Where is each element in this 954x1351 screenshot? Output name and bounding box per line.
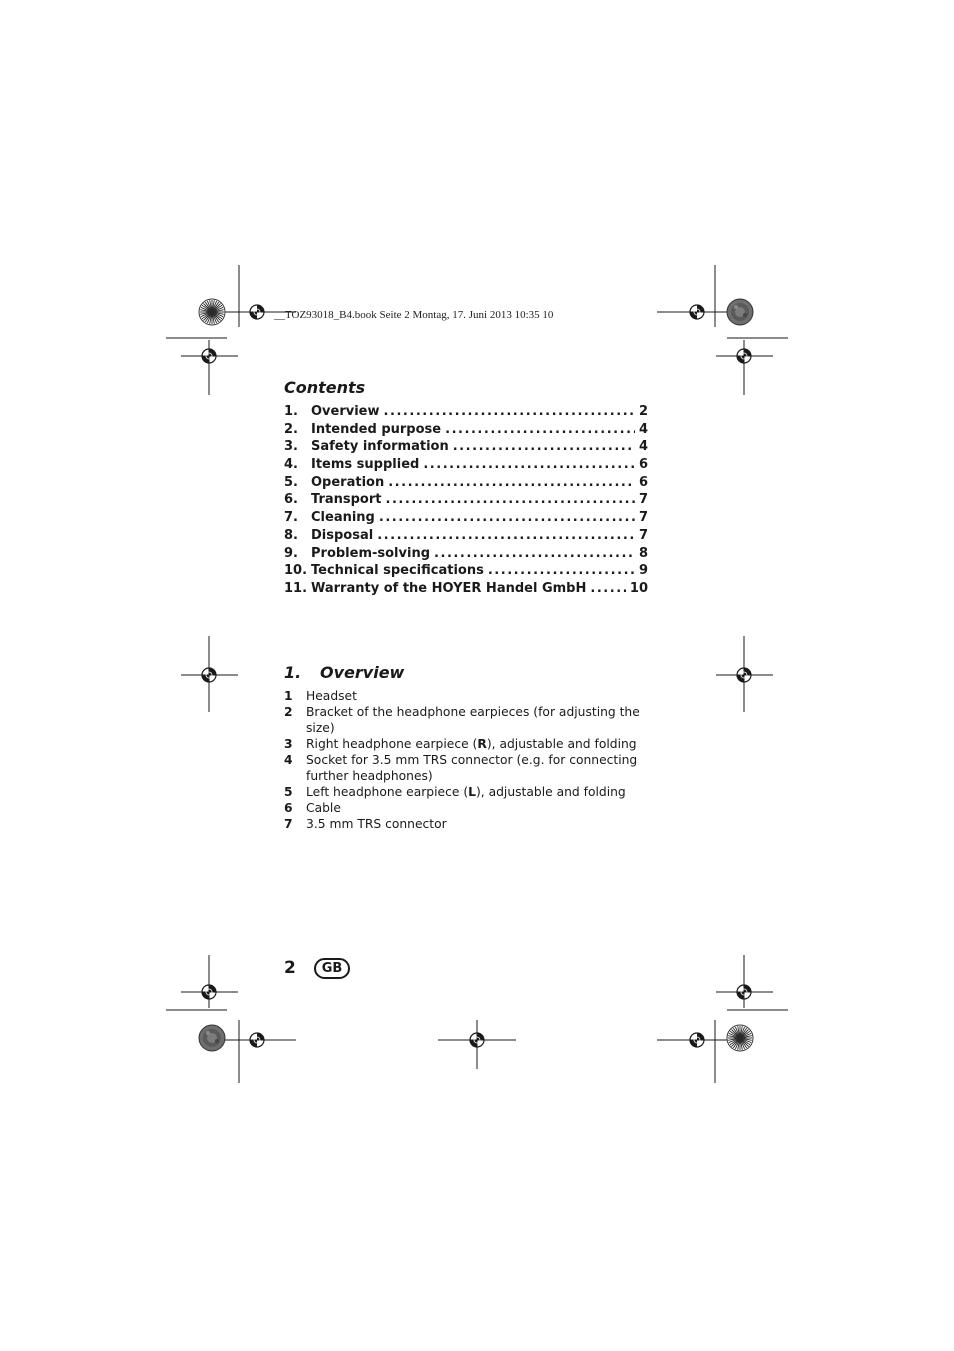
overview-item-number: 2 — [284, 705, 293, 719]
overview-item-number: 7 — [284, 817, 293, 831]
overview-item-text-content: Bracket of the headphone earpieces (for adjusting the size) — [306, 705, 640, 735]
overview-item-text — [306, 816, 654, 832]
toc-entry-title: Cleaning — [311, 510, 375, 526]
toc-entry-number: 8. — [284, 527, 298, 543]
overview-item — [284, 704, 654, 736]
toc-entry-number: 1. — [284, 404, 298, 419]
contents-heading: Contents — [284, 378, 366, 397]
overview-item-text — [306, 736, 654, 752]
overview-item-side-letter: L — [468, 785, 476, 799]
toc-entry-title: Intended purpose — [311, 421, 442, 437]
language-badge: GB — [314, 958, 350, 979]
toc-leader-dots — [434, 546, 635, 561]
overview-item — [284, 816, 654, 832]
overview-heading-text: Overview — [320, 663, 405, 682]
toc-entry-title: Items supplied — [311, 457, 420, 473]
toc-entry-number: 3. — [284, 439, 298, 455]
toc-leader-dots — [377, 528, 635, 543]
overview-item-text-content: Socket for 3.5 mm TRS connector (e.g. for connecting further headphones) — [306, 753, 638, 783]
toc-entry[interactable] — [284, 439, 648, 457]
toc-entry-title: Warranty of the HOYER Handel GmbH — [311, 580, 587, 596]
overview-item-text-pre: Left headphone earpiece ( — [306, 785, 469, 799]
toc-entry[interactable] — [284, 510, 648, 528]
toc-entry[interactable] — [284, 528, 648, 546]
overview-item-text-content: 3.5 mm TRS connector — [306, 817, 447, 831]
toc-entry-title: Overview — [311, 404, 380, 419]
toc-entry[interactable] — [284, 492, 648, 510]
overview-item — [284, 736, 654, 752]
toc-entry[interactable] — [284, 457, 648, 475]
toc-entry-number: 2. — [284, 421, 298, 437]
toc-leader-dots — [423, 457, 635, 472]
toc-entry-page: 7 — [638, 492, 648, 508]
overview-item-text-content: Cable — [306, 801, 341, 815]
toc-leader-dots — [453, 439, 635, 454]
toc-entry-number: 9. — [284, 545, 298, 561]
overview-heading — [284, 663, 404, 682]
overview-item-text — [306, 784, 654, 800]
toc-entry-title: Transport — [311, 492, 382, 508]
overview-item-text-post: ), adjustable and folding — [486, 737, 637, 751]
overview-item-text-content: Headset — [306, 689, 357, 703]
overview-item — [284, 688, 654, 704]
toc-leader-dots — [385, 492, 634, 507]
overview-item-text — [306, 752, 654, 784]
overview-item-number: 1 — [284, 689, 293, 703]
toc-entry[interactable] — [284, 404, 648, 422]
toc-entry-number: 5. — [284, 474, 298, 490]
toc-leader-dots — [488, 563, 635, 578]
overview-item-number: 5 — [284, 785, 293, 799]
toc-entry[interactable] — [284, 546, 648, 564]
overview-item-text — [306, 688, 654, 704]
overview-item-number: 6 — [284, 801, 293, 815]
overview-heading-number: 1. — [284, 663, 302, 682]
toc-entry-number: 10. — [284, 563, 308, 579]
toc-entry-page: 4 — [638, 421, 648, 437]
overview-item — [284, 752, 654, 784]
toc-entry-page: 2 — [638, 404, 648, 419]
toc-leader-dots — [379, 510, 635, 525]
toc-entry-page: 10 — [629, 580, 648, 596]
toc-entry[interactable] — [284, 475, 648, 493]
toc-entry-page: 8 — [638, 545, 648, 561]
toc-entry-title: Disposal — [311, 527, 374, 543]
overview-item-text-post: ), adjustable and folding — [475, 785, 626, 799]
toc-leader-dots — [384, 404, 635, 419]
toc-entry-number: 6. — [284, 492, 298, 508]
toc-entry-number: 11. — [284, 580, 308, 596]
overview-item-number: 4 — [284, 753, 293, 767]
table-of-contents — [284, 404, 648, 599]
toc-entry[interactable] — [284, 422, 648, 440]
overview-item-text-pre: Right headphone earpiece ( — [306, 737, 478, 751]
toc-entry-title: Operation — [311, 474, 385, 490]
toc-entry-title: Technical specifications — [311, 563, 484, 579]
overview-parts-list — [284, 688, 654, 832]
overview-item — [284, 784, 654, 800]
overview-item-side-letter: R — [477, 737, 487, 751]
toc-entry-page: 7 — [638, 527, 648, 543]
overview-item — [284, 800, 654, 816]
toc-entry-page: 6 — [638, 474, 648, 490]
toc-entry-page: 7 — [638, 510, 648, 526]
toc-entry-page: 6 — [638, 457, 648, 473]
toc-entry-number: 7. — [284, 510, 298, 526]
toc-leader-dots — [388, 475, 635, 490]
toc-entry-page: 4 — [638, 439, 648, 455]
overview-item-number: 3 — [284, 737, 293, 751]
toc-entry-page: 9 — [638, 563, 648, 579]
overview-item-text — [306, 800, 654, 816]
toc-entry-title: Safety information — [311, 439, 449, 455]
toc-entry-title: Problem-solving — [311, 545, 431, 561]
toc-entry-number: 4. — [284, 457, 298, 473]
toc-entry[interactable] — [284, 563, 648, 581]
toc-leader-dots — [590, 581, 626, 596]
page-number: 2 — [284, 958, 296, 978]
toc-entry[interactable] — [284, 581, 648, 599]
toc-leader-dots — [445, 422, 635, 437]
overview-item-text — [306, 704, 654, 736]
print-job-info: __TOZ93018_B4.book Seite 2 Montag, 17. Juni 2013 10:35 10 — [274, 309, 554, 321]
